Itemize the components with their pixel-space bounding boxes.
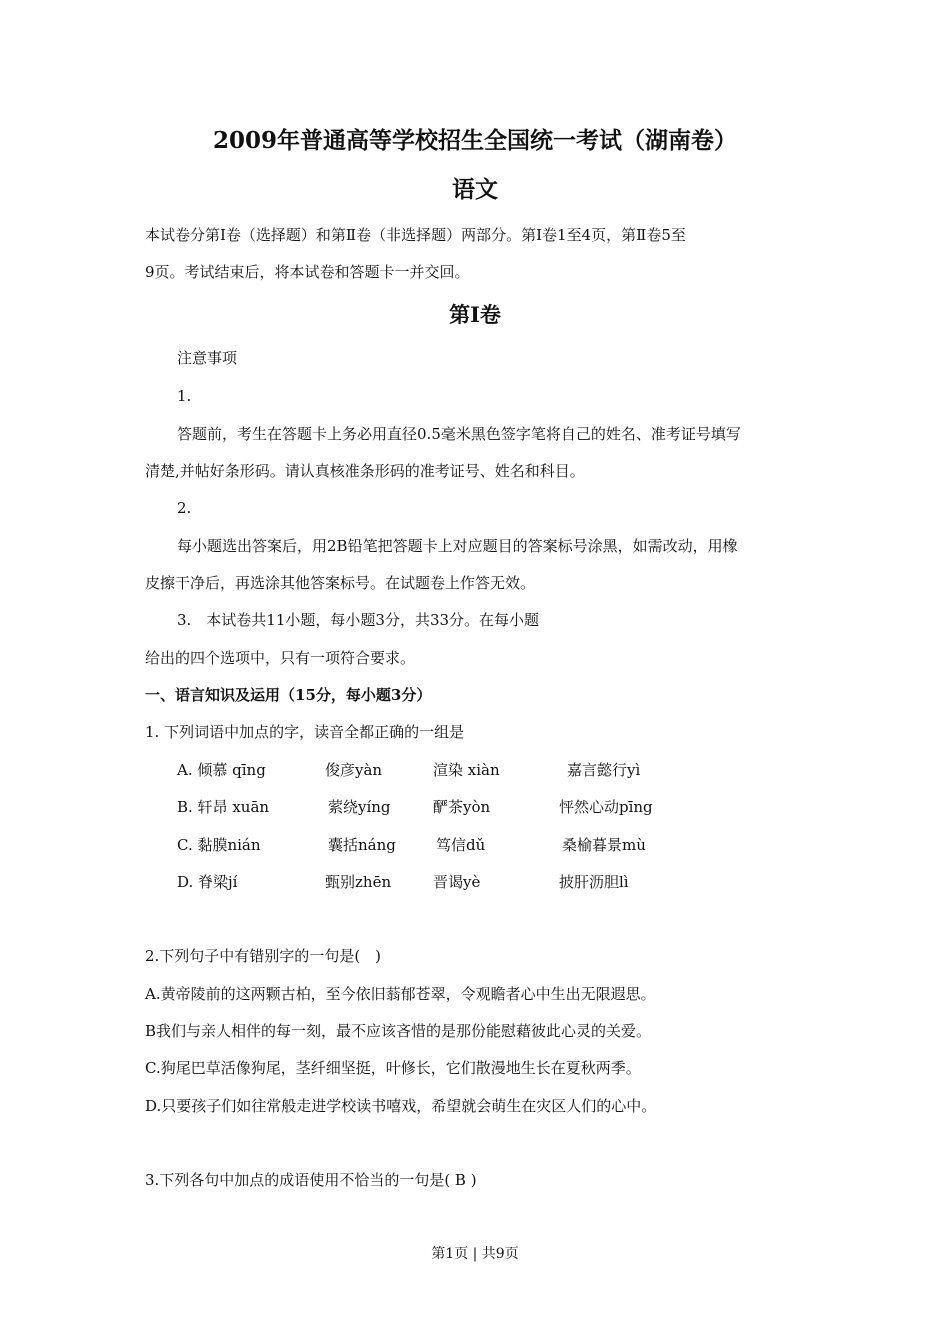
q1-option-a-word1: A. 倾慕 qīng bbox=[177, 761, 266, 779]
notice-item1-line-2: 清楚,并帖好条形码。请认真核准条形码的准考证号、姓名和科目。 bbox=[145, 462, 585, 480]
q1-option-b-word1: B. 轩昂 xuān bbox=[177, 798, 270, 816]
part-title: 第Ⅰ卷 bbox=[449, 302, 501, 327]
q2-option-d: D.只要孩子们如往常般走进学校读书嘻戏，希望就会萌生在灾区人们的心中。 bbox=[145, 1097, 657, 1115]
q1-option-c-word2: 囊括náng bbox=[328, 836, 396, 854]
q2-option-c: C.狗尾巴草活像狗尾，茎纤细坚挺，叶修长，它们散漫地生长在夏秋两季。 bbox=[145, 1059, 641, 1077]
notice-item1-line-1: 答题前，考生在答题卡上务必用直径0.5毫米黑色签字笔将自己的姓名、准考证号填写 bbox=[177, 425, 741, 443]
q1-option-d-word2: 甄别zhēn bbox=[325, 873, 392, 891]
q1-option-c-word1: C. 黏膜nián bbox=[177, 836, 261, 854]
q1-option-a-word2: 俊彦yàn bbox=[325, 761, 383, 779]
q1-option-b-word2: 萦绕yíng bbox=[328, 798, 391, 816]
section1-heading: 一、语言知识及运用（15分，每小题3分） bbox=[145, 686, 432, 704]
q1-stem: 1. 下列词语中加点的字，读音全都正确的一组是 bbox=[145, 723, 465, 741]
q1-option-a-word3: 渲染 xiàn bbox=[433, 761, 500, 779]
q2-option-a: A.黄帝陵前的这两颗古柏，至今依旧蓊郁苍翠，令观瞻者心中生出无限遐思。 bbox=[145, 985, 656, 1003]
notice-item3-line-2: 给出的四个选项中，只有一项符合要求。 bbox=[145, 649, 416, 667]
notice-item2-line-1: 每小题选出答案后，用2B铅笔把答题卡上对应题目的答案标号涂黑，如需改动，用橡 bbox=[177, 537, 738, 555]
intro-line-1: 本试卷分第Ⅰ卷（选择题）和第Ⅱ卷（非选择题）两部分。第Ⅰ卷1至4页，第Ⅱ卷5至 bbox=[145, 226, 686, 244]
q1-option-b-word4: 怦然心动pīng bbox=[559, 798, 653, 816]
intro-line-2: 9页。考试结束后，将本试卷和答题卡一并交回。 bbox=[145, 263, 470, 281]
exam-title: 2009年普通高等学校招生全国统一考试（湖南卷） bbox=[212, 127, 737, 154]
q1-option-a-word4: 嘉言懿行yì bbox=[567, 761, 641, 779]
q1-option-d-word3: 晋谒yè bbox=[433, 873, 481, 891]
notice-item2-number: 2. bbox=[177, 499, 192, 517]
notice-item3-line-1: 3. 本试卷共11小题，每小题3分，共33分。在每小题 bbox=[177, 611, 540, 629]
subject-title: 语文 bbox=[452, 176, 498, 203]
q1-option-d-word4: 披肝沥胆lì bbox=[559, 873, 629, 891]
q1-option-c-word3: 笃信dǔ bbox=[436, 836, 486, 854]
q1-option-c-word4: 桑榆暮景mù bbox=[562, 836, 646, 854]
notice-item1-number: 1. bbox=[177, 387, 192, 405]
page-footer: 第1页 | 共9页 bbox=[431, 1246, 519, 1262]
notice-heading: 注意事项 bbox=[177, 349, 238, 367]
q2-stem: 2.下列句子中有错别字的一句是( ) bbox=[145, 947, 382, 965]
q1-option-d-word1: D. 脊梁jí bbox=[177, 873, 238, 891]
q2-option-b: B我们与亲人相伴的每一刻，最不应该吝惜的是那份能慰藉彼此心灵的关爱。 bbox=[145, 1022, 652, 1040]
notice-item2-line-2: 皮擦干净后，再选涂其他答案标号。在试题卷上作答无效。 bbox=[145, 574, 536, 592]
q3-stem: 3.下列各句中加点的成语使用不恰当的一句是( B ) bbox=[145, 1171, 477, 1189]
q1-option-b-word3: 酽茶yòn bbox=[433, 798, 491, 816]
